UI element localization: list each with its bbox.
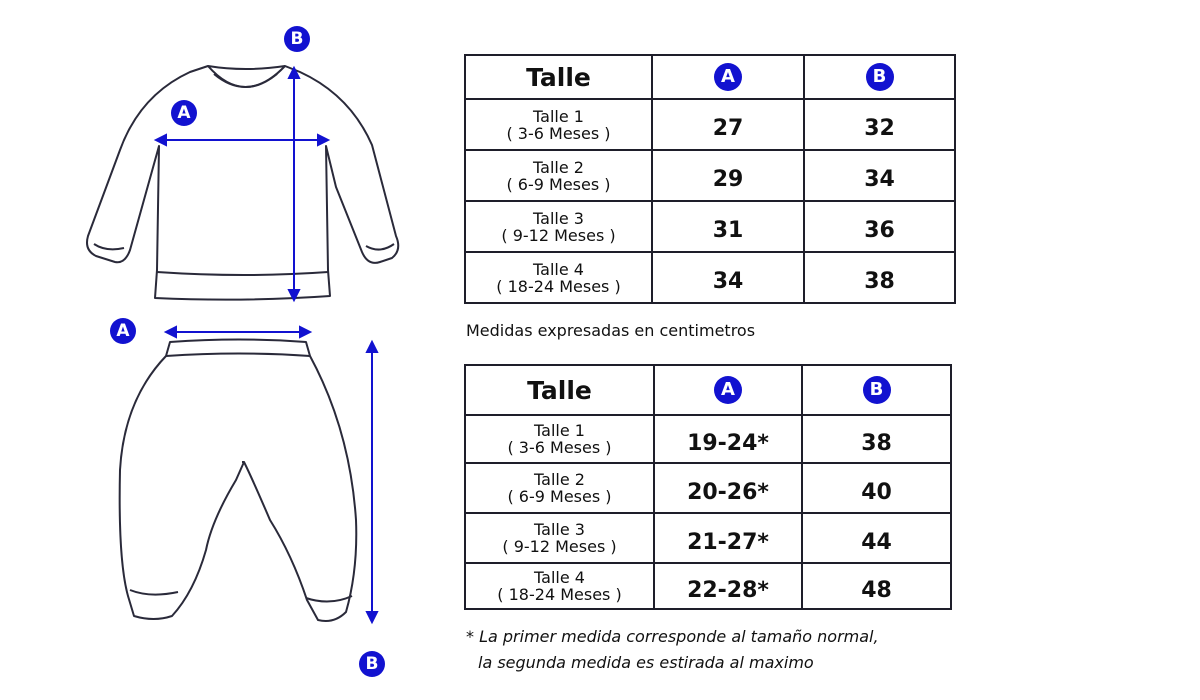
measure-a: 22-28* xyxy=(654,563,802,609)
measure-a: 19-24* xyxy=(654,415,802,463)
size-label xyxy=(465,463,654,513)
size-label xyxy=(465,415,654,463)
size-name: Talle 3 xyxy=(534,520,585,539)
measure-b: 40 xyxy=(802,463,951,513)
header-b-badge: B xyxy=(866,63,894,91)
measure-a: 34 xyxy=(652,252,804,303)
measure-b: 38 xyxy=(802,415,951,463)
size-name: Talle 4 xyxy=(533,259,584,279)
size-age: ( 9-12 Meses ) xyxy=(501,225,616,245)
table-row xyxy=(465,150,955,201)
size-label xyxy=(465,201,652,252)
size-age: ( 6-9 Meses ) xyxy=(506,174,611,194)
header-talle: Talle xyxy=(465,55,652,99)
measure-b: 32 xyxy=(804,99,955,150)
size-age: ( 3-6 Meses ) xyxy=(507,438,612,457)
measure-b: 38 xyxy=(804,252,955,303)
badge-b-sweatshirt: B xyxy=(284,26,310,52)
size-label xyxy=(465,150,652,201)
measure-arrows xyxy=(156,68,377,622)
table-row xyxy=(465,463,951,513)
measure-a: 27 xyxy=(652,99,804,150)
size-label xyxy=(465,513,654,563)
header-talle: Talle xyxy=(465,365,654,415)
sweatshirt-drawing xyxy=(87,66,398,300)
pants-size-table xyxy=(464,364,952,610)
measure-a: 21-27* xyxy=(654,513,802,563)
table-row xyxy=(465,415,951,463)
header-a-badge: A xyxy=(714,376,742,404)
header-a-badge: A xyxy=(714,63,742,91)
size-name: Talle 3 xyxy=(533,208,584,228)
size-name: Talle 4 xyxy=(534,568,585,587)
size-name: Talle 2 xyxy=(534,470,585,489)
units-note: Medidas expresadas en centimetros xyxy=(466,321,756,340)
table-row xyxy=(465,201,955,252)
size-age: ( 6-9 Meses ) xyxy=(507,487,612,506)
size-age: ( 18-24 Meses ) xyxy=(496,276,621,296)
measure-b: 34 xyxy=(804,150,955,201)
footnote-line-2: la segunda medida es estirada al maximo xyxy=(478,653,814,672)
size-age: ( 3-6 Meses ) xyxy=(506,123,611,143)
badge-b-pants: B xyxy=(359,651,385,677)
header-a xyxy=(652,55,804,99)
header-a xyxy=(654,365,802,415)
sweatshirt-size-table xyxy=(464,54,956,304)
header-b xyxy=(802,365,951,415)
size-name: Talle 2 xyxy=(533,157,584,177)
table-row xyxy=(465,99,955,150)
size-name: Talle 1 xyxy=(533,106,584,126)
size-label xyxy=(465,252,652,303)
measure-a: 29 xyxy=(652,150,804,201)
header-b-badge: B xyxy=(863,376,891,404)
measure-b: 36 xyxy=(804,201,955,252)
measure-b: 44 xyxy=(802,513,951,563)
badge-a-sweatshirt: A xyxy=(171,100,197,126)
table-row xyxy=(465,252,955,303)
size-label xyxy=(465,99,652,150)
measure-a: 20-26* xyxy=(654,463,802,513)
header-b xyxy=(804,55,955,99)
garment-illustration xyxy=(0,0,440,700)
pants-drawing xyxy=(120,340,357,622)
badge-a-pants: A xyxy=(110,318,136,344)
size-name: Talle 1 xyxy=(534,421,585,440)
table-row xyxy=(465,563,951,609)
table-row xyxy=(465,513,951,563)
measure-a: 31 xyxy=(652,201,804,252)
size-age: ( 9-12 Meses ) xyxy=(502,537,617,556)
measure-b: 48 xyxy=(802,563,951,609)
size-age: ( 18-24 Meses ) xyxy=(497,585,622,604)
size-label xyxy=(465,563,654,609)
footnote-line-1: * La primer medida corresponde al tamaño normal, xyxy=(466,627,879,646)
